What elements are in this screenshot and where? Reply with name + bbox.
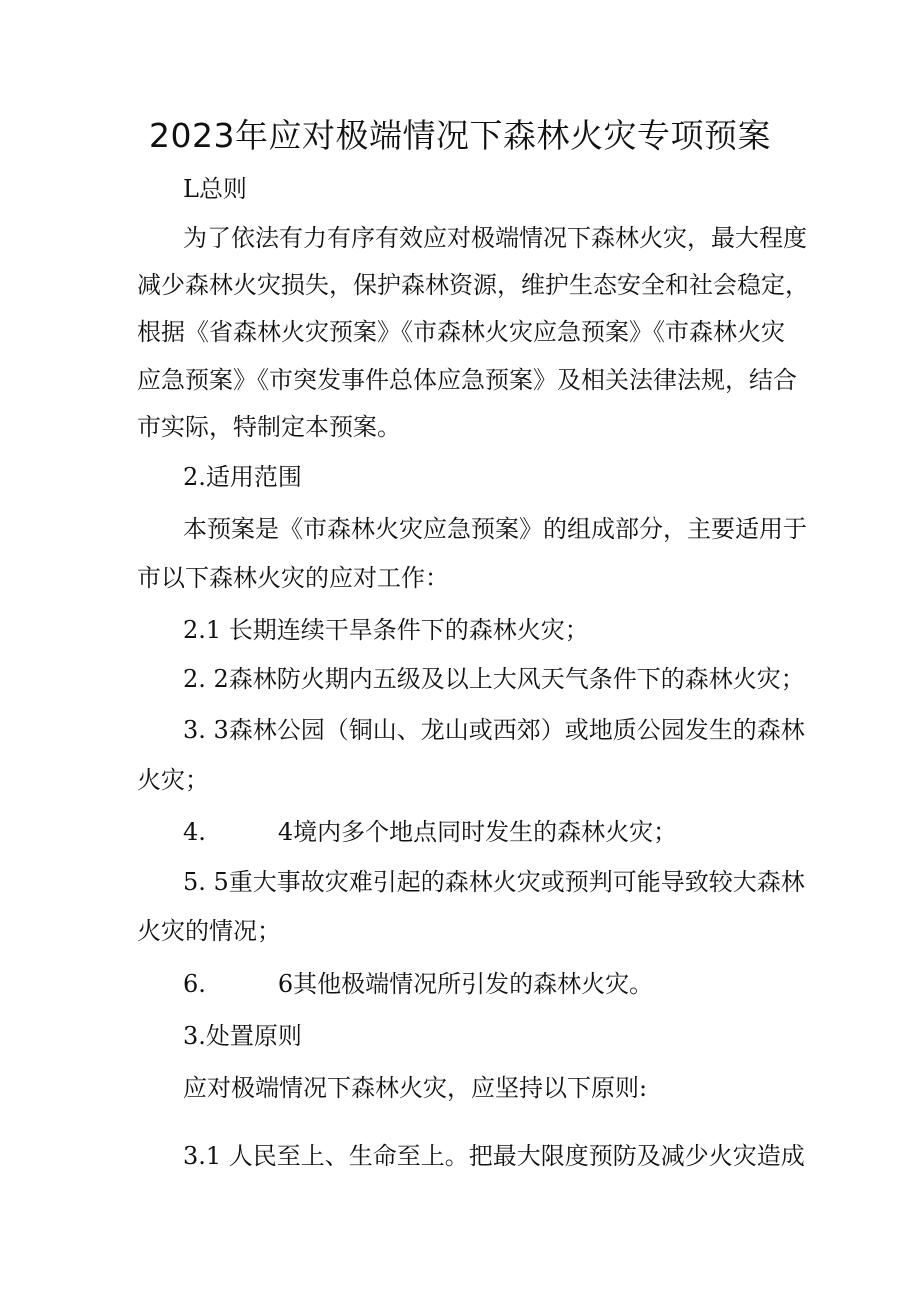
list-item <box>183 815 677 849</box>
list-item: 5. 5重大事故灾难引起的森林火灾或预判可能导致较大森林 <box>183 868 805 896</box>
list-text: 6其他极端情况所引发的森林火灾。 <box>277 970 654 998</box>
paragraph-line: 应对极端情况下森林火灾，应坚持以下原则: <box>183 1074 648 1102</box>
list-item: 2.1 长期连续干旱条件下的森林火灾； <box>183 616 589 644</box>
paragraph-line: 根据《省森林火灾预案》《市森林火灾应急预案》《市森林火灾 <box>137 318 785 346</box>
list-text: 4境内多个地点同时发生的森林火灾； <box>277 818 678 846</box>
list-item: 3.1 人民至上、生命至上。把最大限度预防及减少火灾造成 <box>183 1142 805 1170</box>
list-item-continuation: 火灾的情况； <box>137 917 281 945</box>
section-heading-scope: 2.适用范围 <box>183 463 302 491</box>
section-heading-principles: 3.处置原则 <box>183 1022 302 1050</box>
paragraph-line: 市实际，特制定本预案。 <box>137 413 401 441</box>
section-heading-general: L总则 <box>183 175 247 203</box>
paragraph-line: 为了依法有力有序有效应对极端情况下森林火灾，最大程度 <box>183 224 807 252</box>
paragraph-line: 减少森林火灾损失，保护森林资源，维护生态安全和社会稳定， <box>137 271 809 299</box>
list-number: 6. <box>183 970 206 998</box>
list-item <box>183 967 653 1001</box>
list-item-continuation: 火灾； <box>137 766 209 794</box>
list-number: 4. <box>183 818 206 846</box>
list-item: 3. 3森林公园（铜山、龙山或西郊）或地质公园发生的森林 <box>183 716 805 744</box>
document-title: 2023年应对极端情况下森林火灾专项预案 <box>149 116 771 155</box>
paragraph-line: 应急预案》《市突发事件总体应急预案》及相关法律法规，结合 <box>137 366 797 394</box>
list-item: 2. 2森林防火期内五级及以上大风天气条件下的森林火灾； <box>183 665 805 693</box>
paragraph-line: 本预案是《市森林火灾应急预案》的组成部分，主要适用于 <box>183 515 807 543</box>
paragraph-line: 市以下森林火灾的应对工作： <box>137 564 449 592</box>
